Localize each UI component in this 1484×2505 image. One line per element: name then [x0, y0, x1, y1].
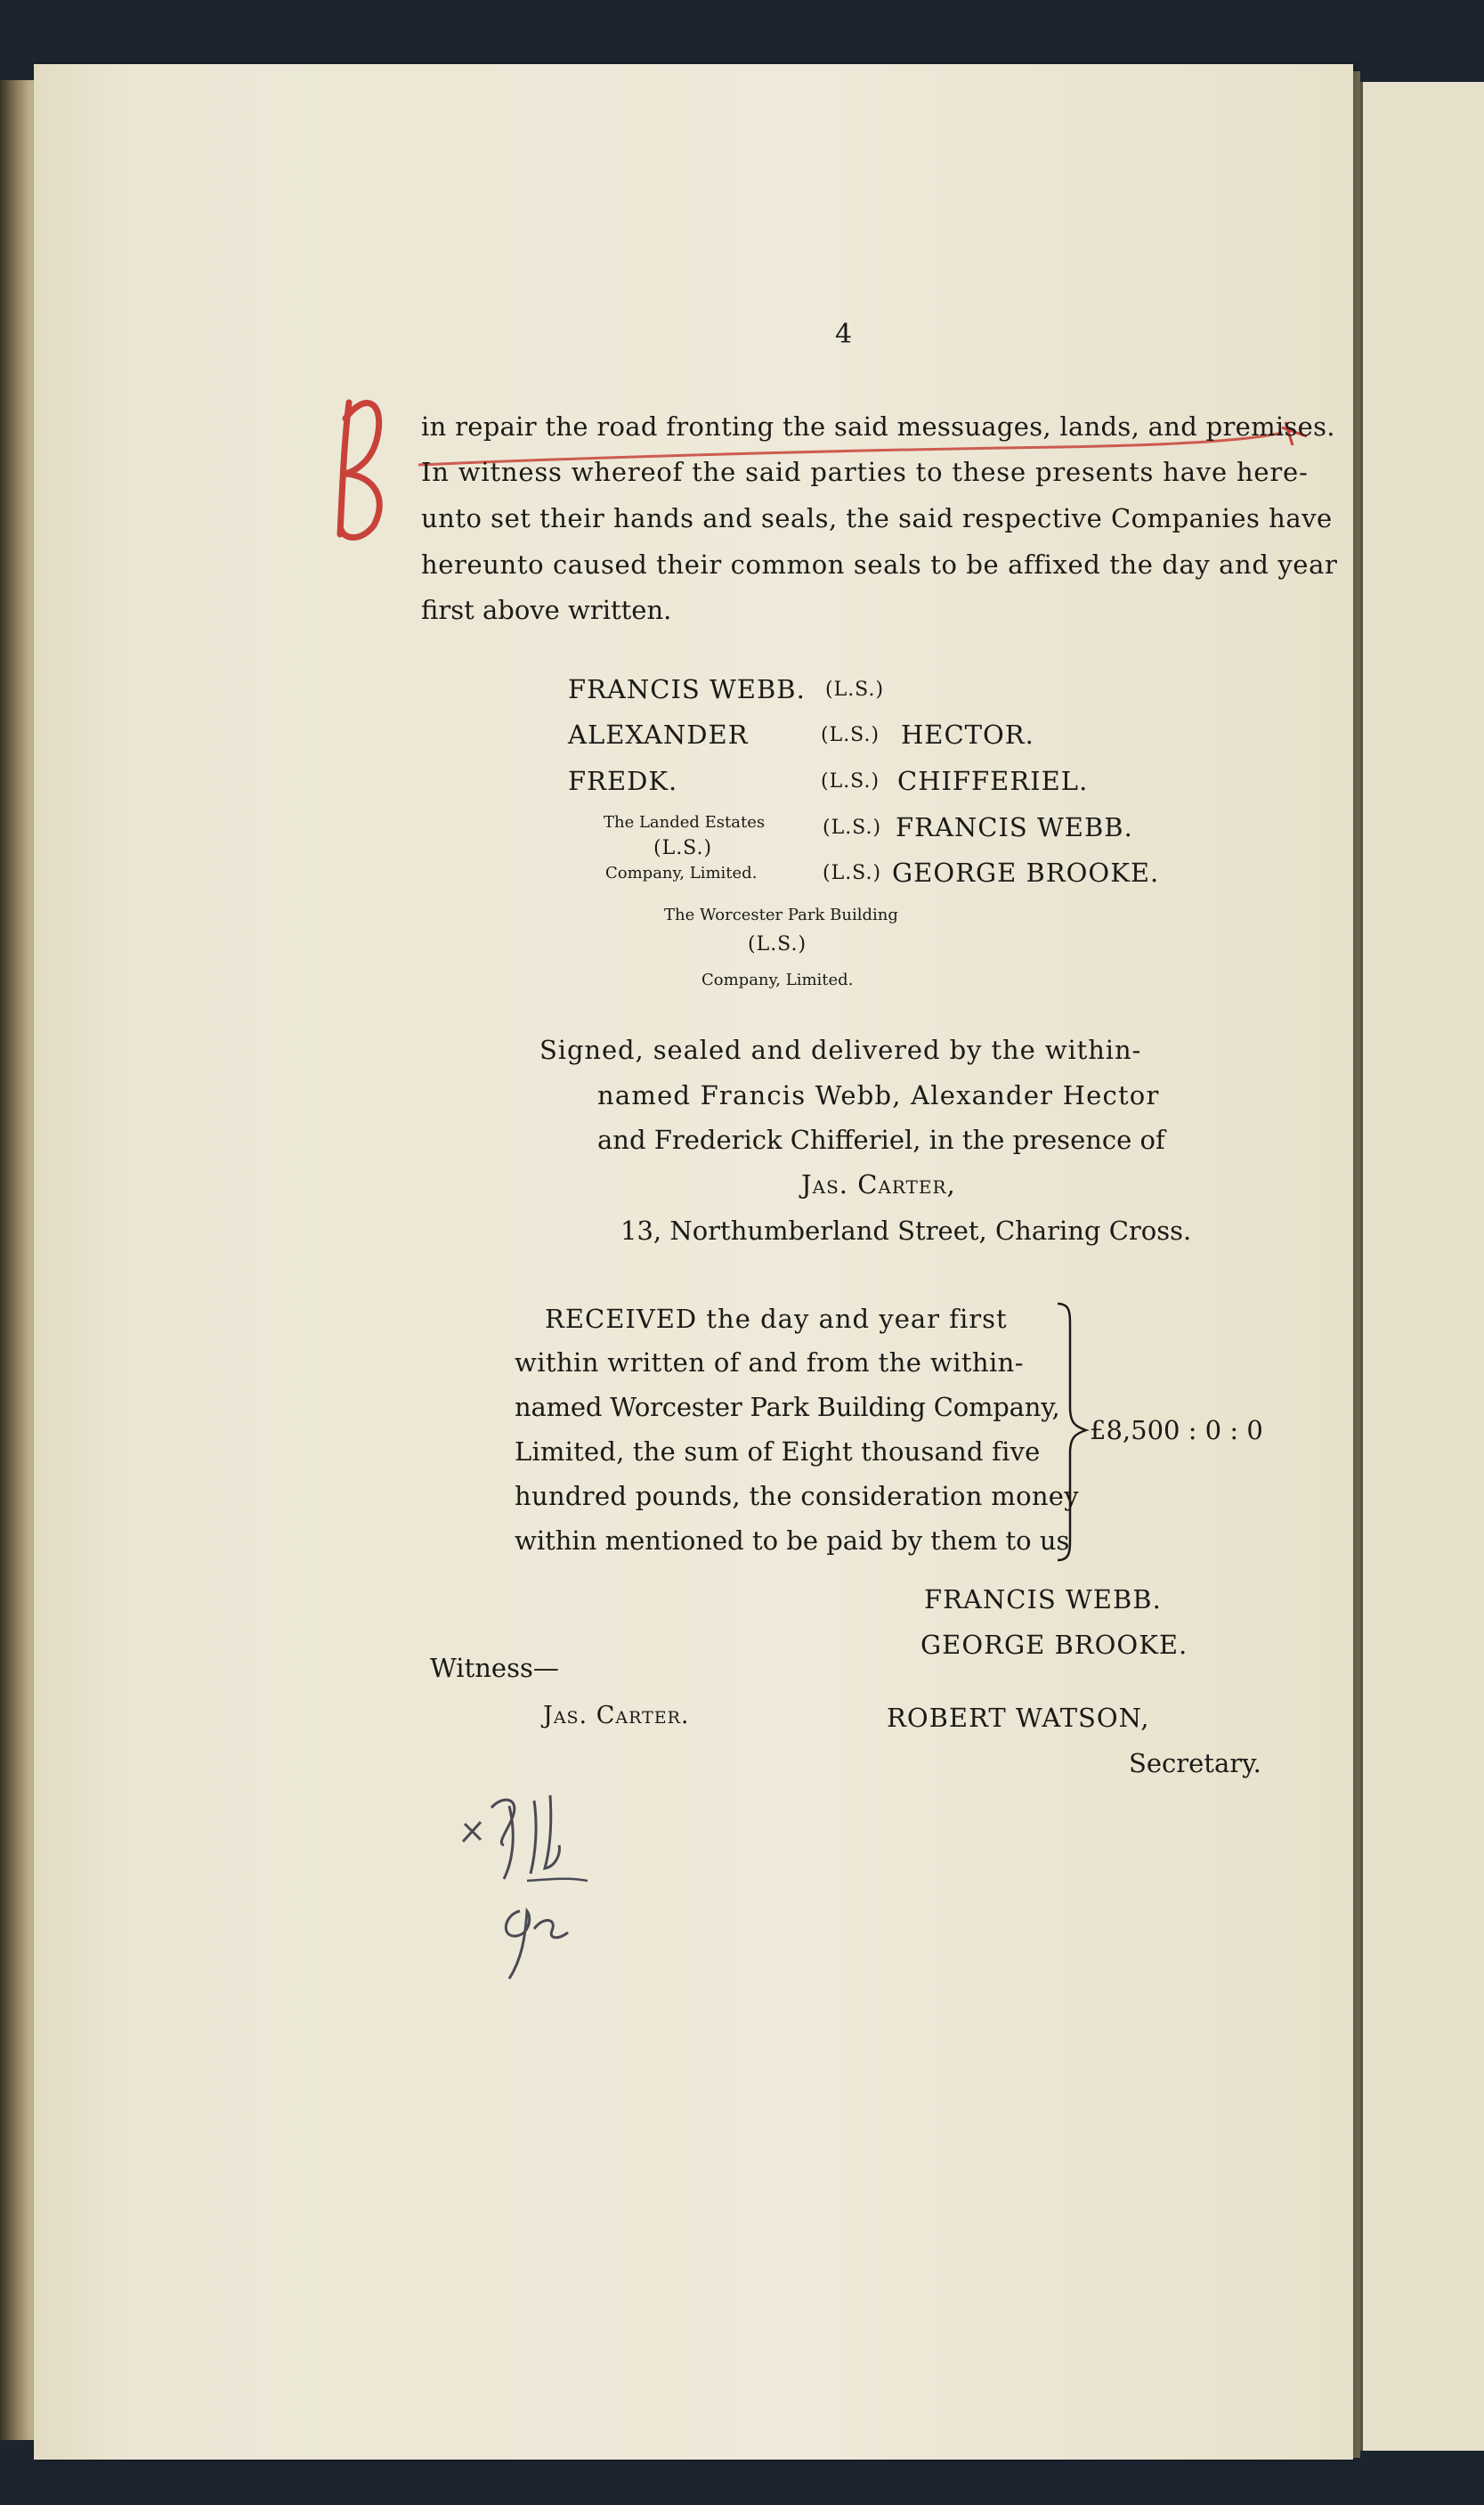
receipt-line-3: named Worcester Park Building Company, — [515, 1392, 1060, 1422]
seal-ls-worcester: (L.S.) — [748, 933, 807, 956]
receipt-line-4: Limited, the sum of Eight thousand five — [515, 1436, 1041, 1467]
seal-fredk: FREDK. — [568, 766, 678, 796]
seal-ls-3: (L.S.) — [821, 770, 880, 793]
page-number: 4 — [835, 319, 853, 350]
receipt-line-1: RECEIVED the day and year first — [545, 1304, 1008, 1334]
landed-estates-company: Company, Limited. — [605, 864, 758, 882]
secretary-title: Secretary. — [1129, 1748, 1261, 1778]
clause-line-3: unto set their hands and seals, the said respective Companies have — [421, 503, 1333, 533]
witness-label: Witness— — [430, 1653, 559, 1683]
seal-francis-webb: FRANCIS WEBB. — [568, 674, 806, 704]
seal-alexander: ALEXANDER — [568, 720, 749, 750]
seal-ls-2: (L.S.) — [821, 724, 880, 746]
receipt-amount: £8,500 : 0 : 0 — [1090, 1415, 1263, 1445]
clause-line-1: in repair the road fronting the said messuages, lands, and premises. — [421, 411, 1335, 442]
receipt-line-6: within mentioned to be paid by them to us — [515, 1525, 1070, 1556]
clause-line-4: hereunto caused their common seals to be affixed the day and year — [421, 549, 1338, 580]
seal-chifferiel: CHIFFERIEL. — [897, 766, 1089, 796]
worcester-park-name: The Worcester Park Building — [664, 906, 898, 924]
receipt-signatory-2: GEORGE BROOKE. — [920, 1630, 1188, 1660]
attestation-witness-name: Jas. Carter, — [801, 1169, 956, 1200]
seal-george-brooke: GEORGE BROOKE. — [892, 858, 1160, 888]
clause-line-5: first above written. — [421, 595, 672, 625]
attestation-address: 13, Northumberland Street, Charing Cross. — [620, 1216, 1192, 1246]
seal-ls-5: (L.S.) — [823, 862, 882, 884]
receipt-line-2: within written of and from the within- — [515, 1347, 1024, 1378]
receipt-line-5: hundred pounds, the consideration money — [515, 1481, 1079, 1511]
seal-ls-1: (L.S.) — [825, 679, 885, 701]
seal-francis-webb-company: FRANCIS WEBB. — [896, 812, 1133, 842]
witness-name: Jas. Carter. — [543, 1702, 690, 1729]
worcester-park-company: Company, Limited. — [701, 971, 854, 989]
clause-line-2: In witness whereof the said parties to these presents have here- — [421, 457, 1309, 487]
attestation-line-2: named Francis Webb, Alexander Hector — [597, 1080, 1160, 1110]
receipt-signatory-1: FRANCIS WEBB. — [924, 1584, 1162, 1614]
landed-estates-name: The Landed Estates — [604, 813, 766, 832]
secretary-name: ROBERT WATSON, — [887, 1703, 1150, 1733]
attestation-line-3: and Frederick Chifferiel, in the presence of — [597, 1125, 1165, 1155]
seal-ls-landed: (L.S.) — [653, 837, 713, 859]
attestation-line-1: Signed, sealed and delivered by the within- — [539, 1035, 1142, 1065]
seal-hector: HECTOR. — [901, 720, 1034, 750]
pencil-notation-icon — [445, 1781, 641, 1986]
seal-ls-4: (L.S.) — [823, 817, 882, 839]
